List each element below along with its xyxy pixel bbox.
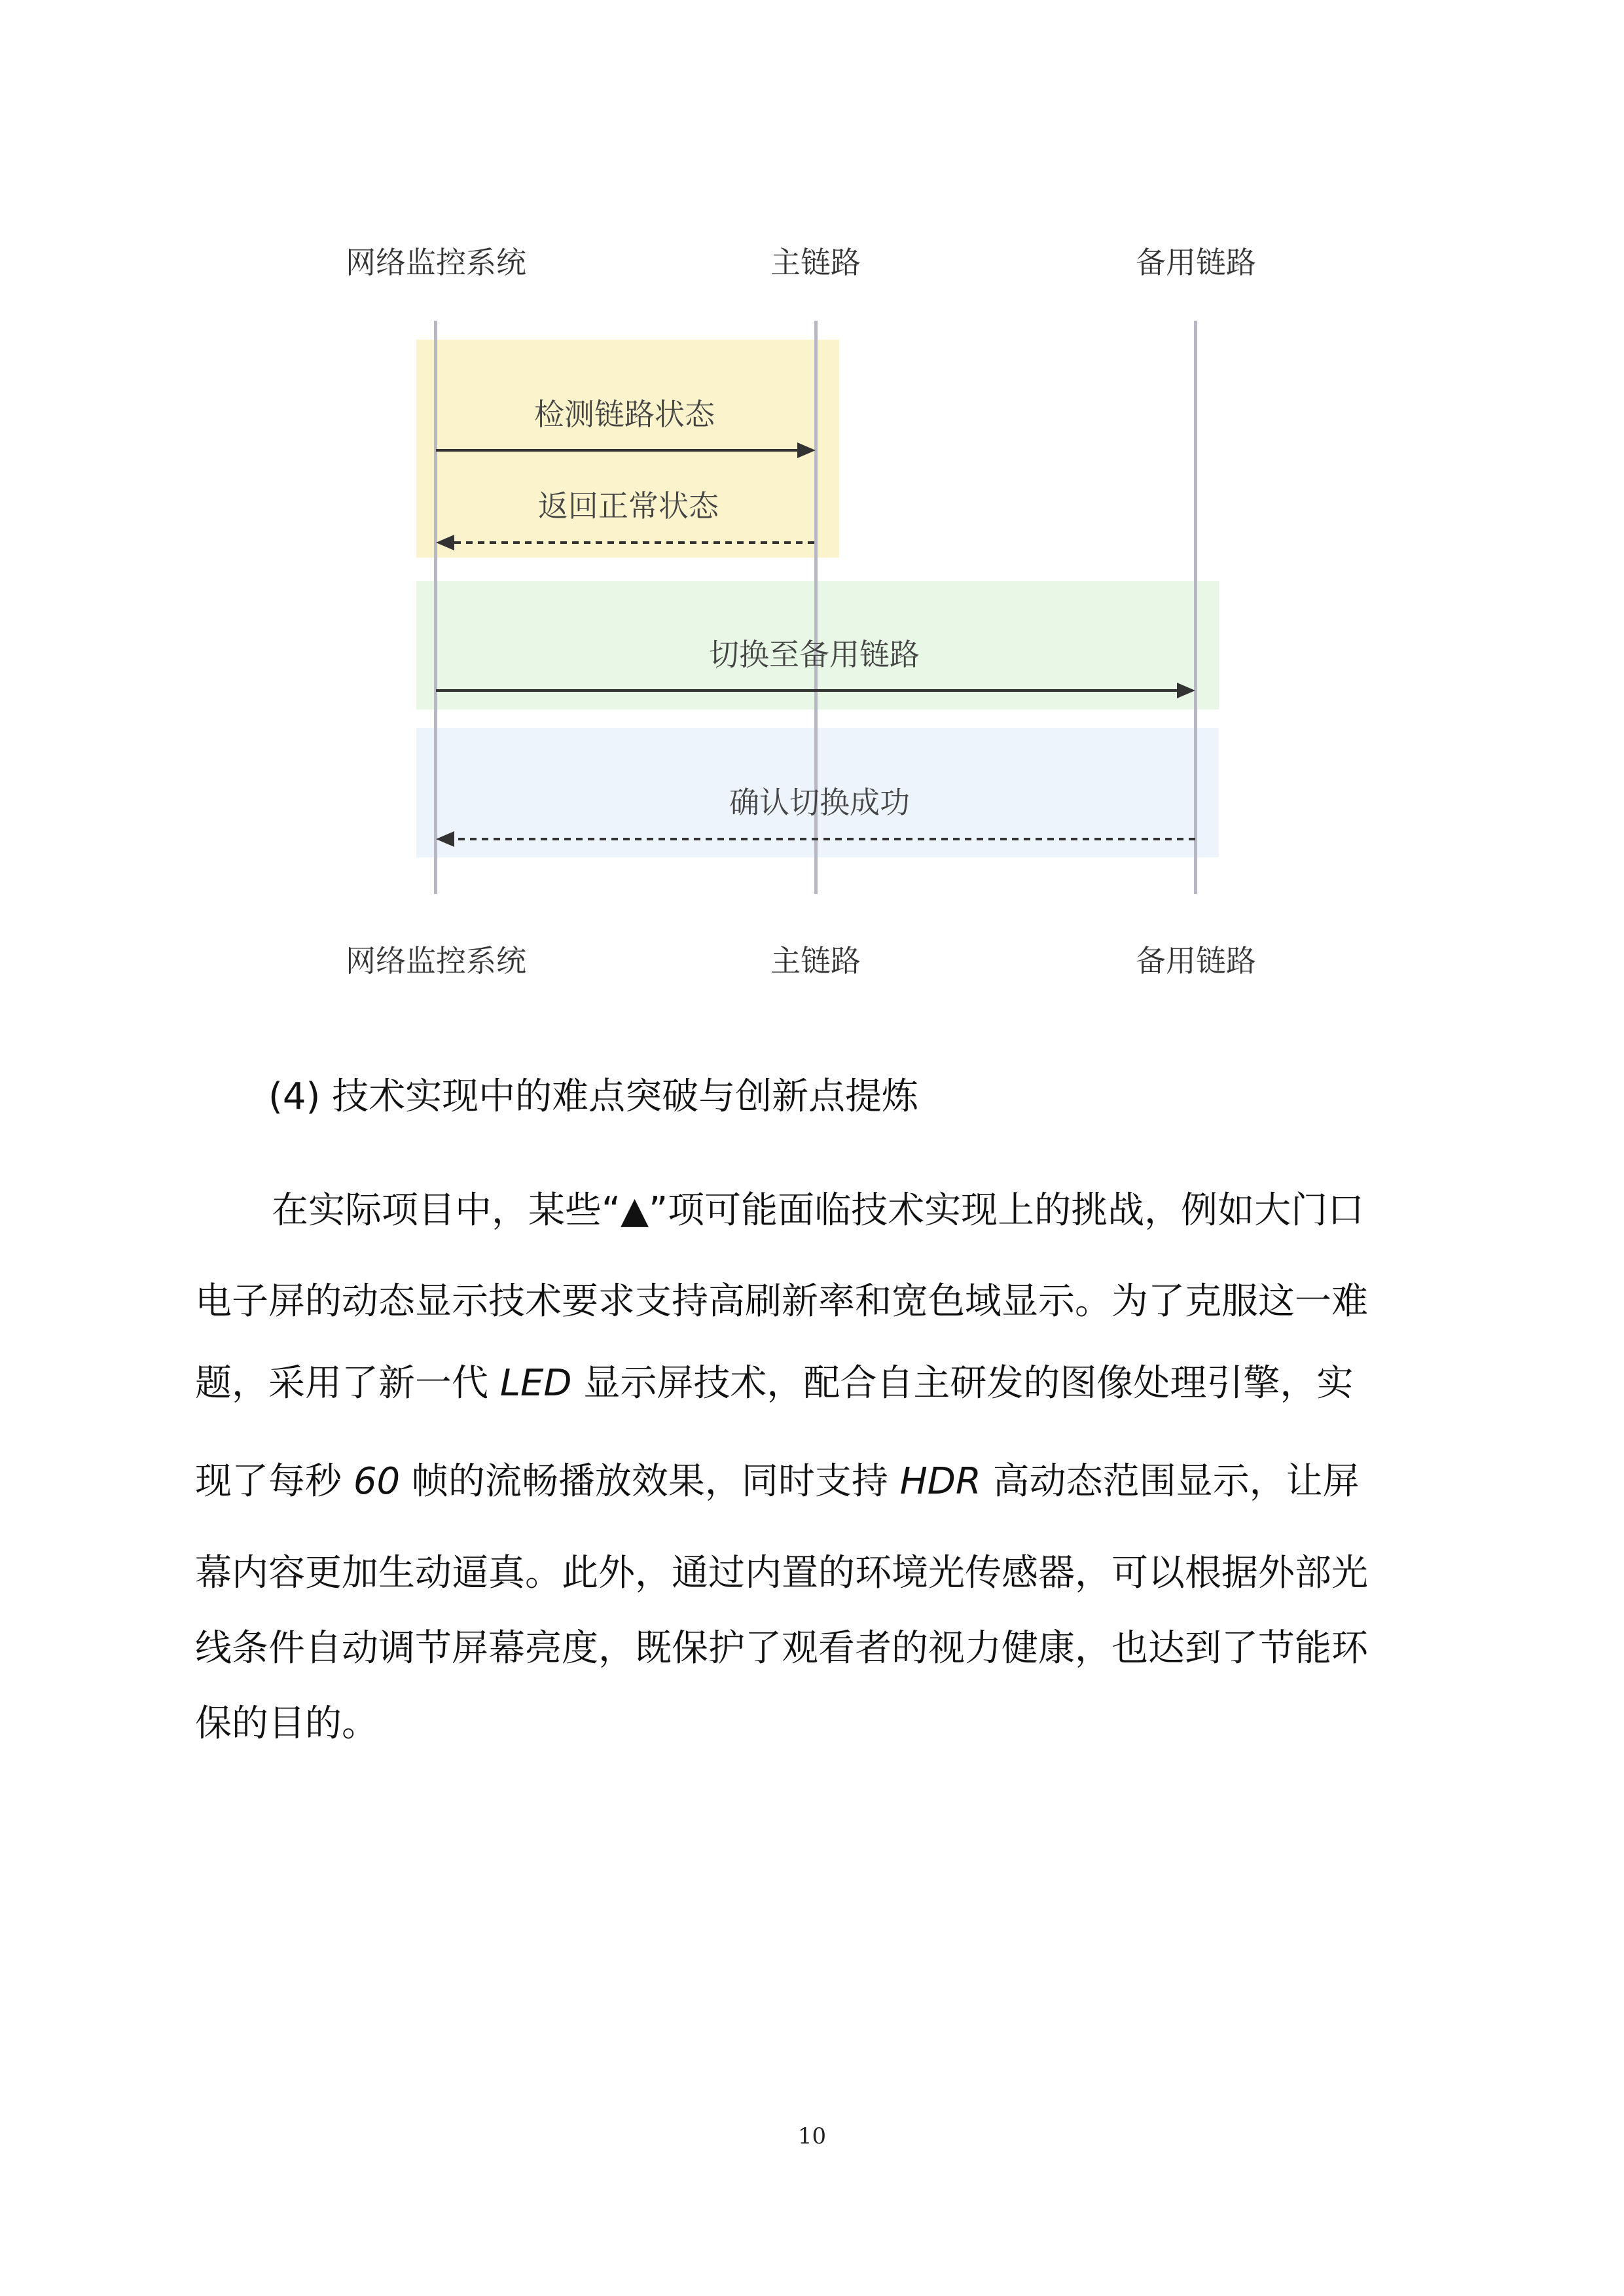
line-4-text-a: 现了每秒 (195, 1460, 353, 1503)
message-arrows (0, 0, 1624, 982)
section-heading: (4) 技术实现中的难点突破与创新点提炼 (268, 1075, 919, 1118)
arrowhead-check-status (797, 442, 816, 458)
message-label-check-status: 检测链路状态 (534, 397, 715, 432)
paragraph-line-3 (195, 1362, 1354, 1405)
line-4-60: 60 (353, 1460, 401, 1503)
paragraph-line-6 (195, 1627, 1368, 1670)
arrowhead-return-normal (436, 535, 454, 550)
participant-top-backup: 备用链路 (1136, 245, 1256, 280)
line-3-text-b: 显示屏技术，配合自主研发的图像处理引擎，实 (571, 1362, 1354, 1405)
participant-bottom-primary: 主链路 (770, 943, 861, 978)
line-3-text-a: 题，采用了新一代 (195, 1362, 500, 1405)
participant-top-primary: 主链路 (770, 245, 861, 280)
line-4-hdr: HDR (899, 1460, 981, 1503)
line-7-text: 保的目的。 (195, 1702, 378, 1745)
line-4-text-c: 高动态范围显示，让屏 (981, 1460, 1360, 1503)
line-2-text: 电子屏的动态显示技术要求支持高刷新率和宽色域显示。为了克服这一难 (195, 1280, 1368, 1323)
line-5-text: 幕内容更加生动逼真。此外，通过内置的环境光传感器，可以根据外部光 (195, 1552, 1368, 1594)
line-6-text: 线条件自动调节屏幕亮度，既保护了观看者的视力健康，也达到了节能环 (195, 1627, 1368, 1670)
paragraph-line-1 (272, 1189, 1365, 1232)
arrowhead-switch-backup (1177, 683, 1195, 698)
arrowhead-confirm-switch (436, 831, 454, 847)
line-1-text: 在实际项目中，某些“▲”项可能面临技术实现上的挑战，例如大门口 (272, 1189, 1365, 1232)
paragraph-line-7 (195, 1702, 378, 1745)
participant-bottom-backup: 备用链路 (1136, 943, 1256, 978)
participant-top-monitor: 网络监控系统 (346, 245, 526, 280)
participant-bottom-monitor: 网络监控系统 (346, 943, 526, 978)
paragraph-line-4 (195, 1460, 1360, 1503)
message-label-switch-backup: 切换至备用链路 (709, 637, 920, 672)
paragraph-line-5 (195, 1552, 1368, 1594)
paragraph-line-2 (195, 1280, 1368, 1323)
line-4-text-b: 帧的流畅播放效果，同时支持 (400, 1460, 900, 1503)
message-label-confirm-switch: 确认切换成功 (729, 785, 910, 820)
message-label-return-normal: 返回正常状态 (538, 488, 719, 524)
line-3-led: LED (499, 1362, 572, 1405)
page-number: 10 (797, 2123, 827, 2149)
